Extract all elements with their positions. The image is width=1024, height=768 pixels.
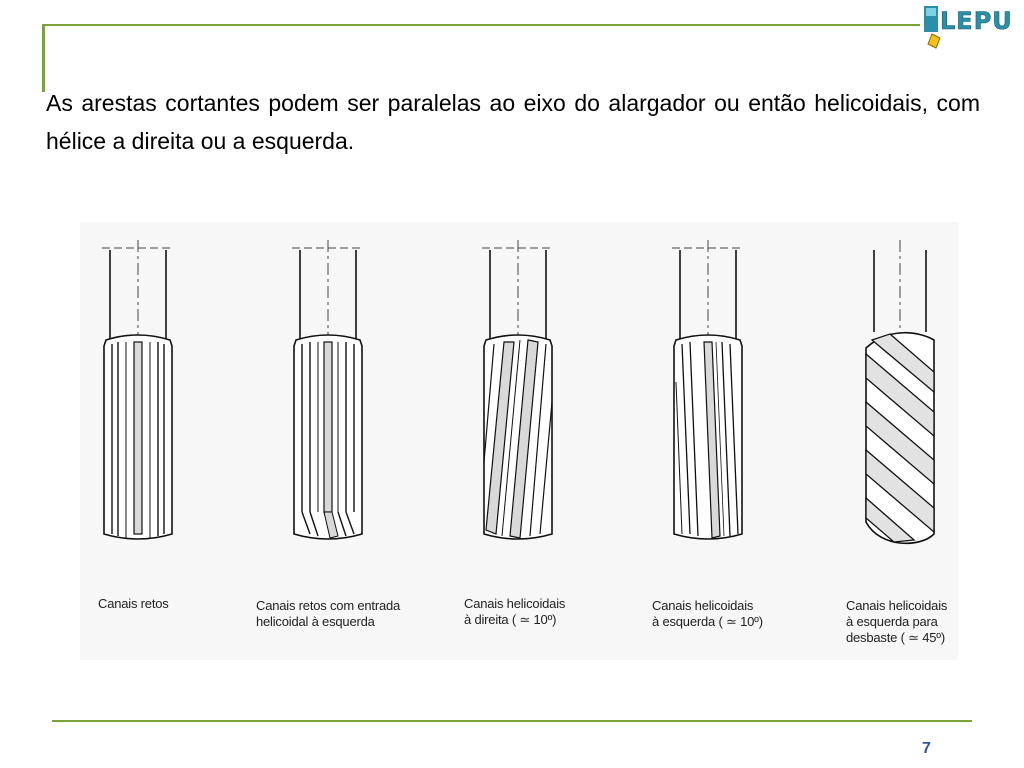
reamer-illustration bbox=[80, 222, 958, 660]
caption-straight-helical-entry bbox=[256, 598, 400, 630]
slide-body-text: As arestas cortantes podem ser paralelas ao eixo do alargador ou então helicoidais, com hélice a direita ou a esquerda. bbox=[46, 90, 980, 154]
reamer-figure bbox=[80, 222, 958, 660]
caption-helical-left bbox=[652, 598, 763, 630]
caption-line: Canais retos bbox=[98, 596, 169, 611]
caption-line: helicoidal à esquerda bbox=[256, 614, 375, 629]
logo-text: LEPU bbox=[940, 7, 1013, 35]
page-number: 7 bbox=[922, 740, 931, 757]
caption-line: à esquerda ( ≃ 10º) bbox=[652, 614, 763, 629]
reamer-helical-roughing bbox=[866, 240, 934, 543]
reamer-helical-left bbox=[672, 240, 744, 539]
caption-line: à esquerda para bbox=[846, 614, 938, 629]
caption-helical-roughing bbox=[846, 598, 947, 646]
caption-line: Canais retos com entrada bbox=[256, 598, 401, 613]
caption-line: desbaste ( ≃ 45º) bbox=[846, 630, 945, 645]
reamer-helical-right bbox=[482, 240, 554, 539]
caption-straight-flutes bbox=[98, 596, 169, 612]
header-rule bbox=[42, 24, 920, 26]
lepu-logo bbox=[920, 0, 1020, 52]
header-left-rule bbox=[42, 24, 45, 92]
caption-line: à direita ( ≃ 10º) bbox=[464, 612, 557, 627]
footer-rule bbox=[52, 720, 972, 722]
reamer-straight-flutes bbox=[102, 240, 174, 539]
caption-helical-right bbox=[464, 596, 565, 628]
caption-line: Canais helicoidais bbox=[652, 598, 754, 613]
caption-line: Canais helicoidais bbox=[464, 596, 566, 611]
caption-line: Canais helicoidais bbox=[846, 598, 948, 613]
reamer-straight-helical-entry bbox=[292, 240, 364, 539]
